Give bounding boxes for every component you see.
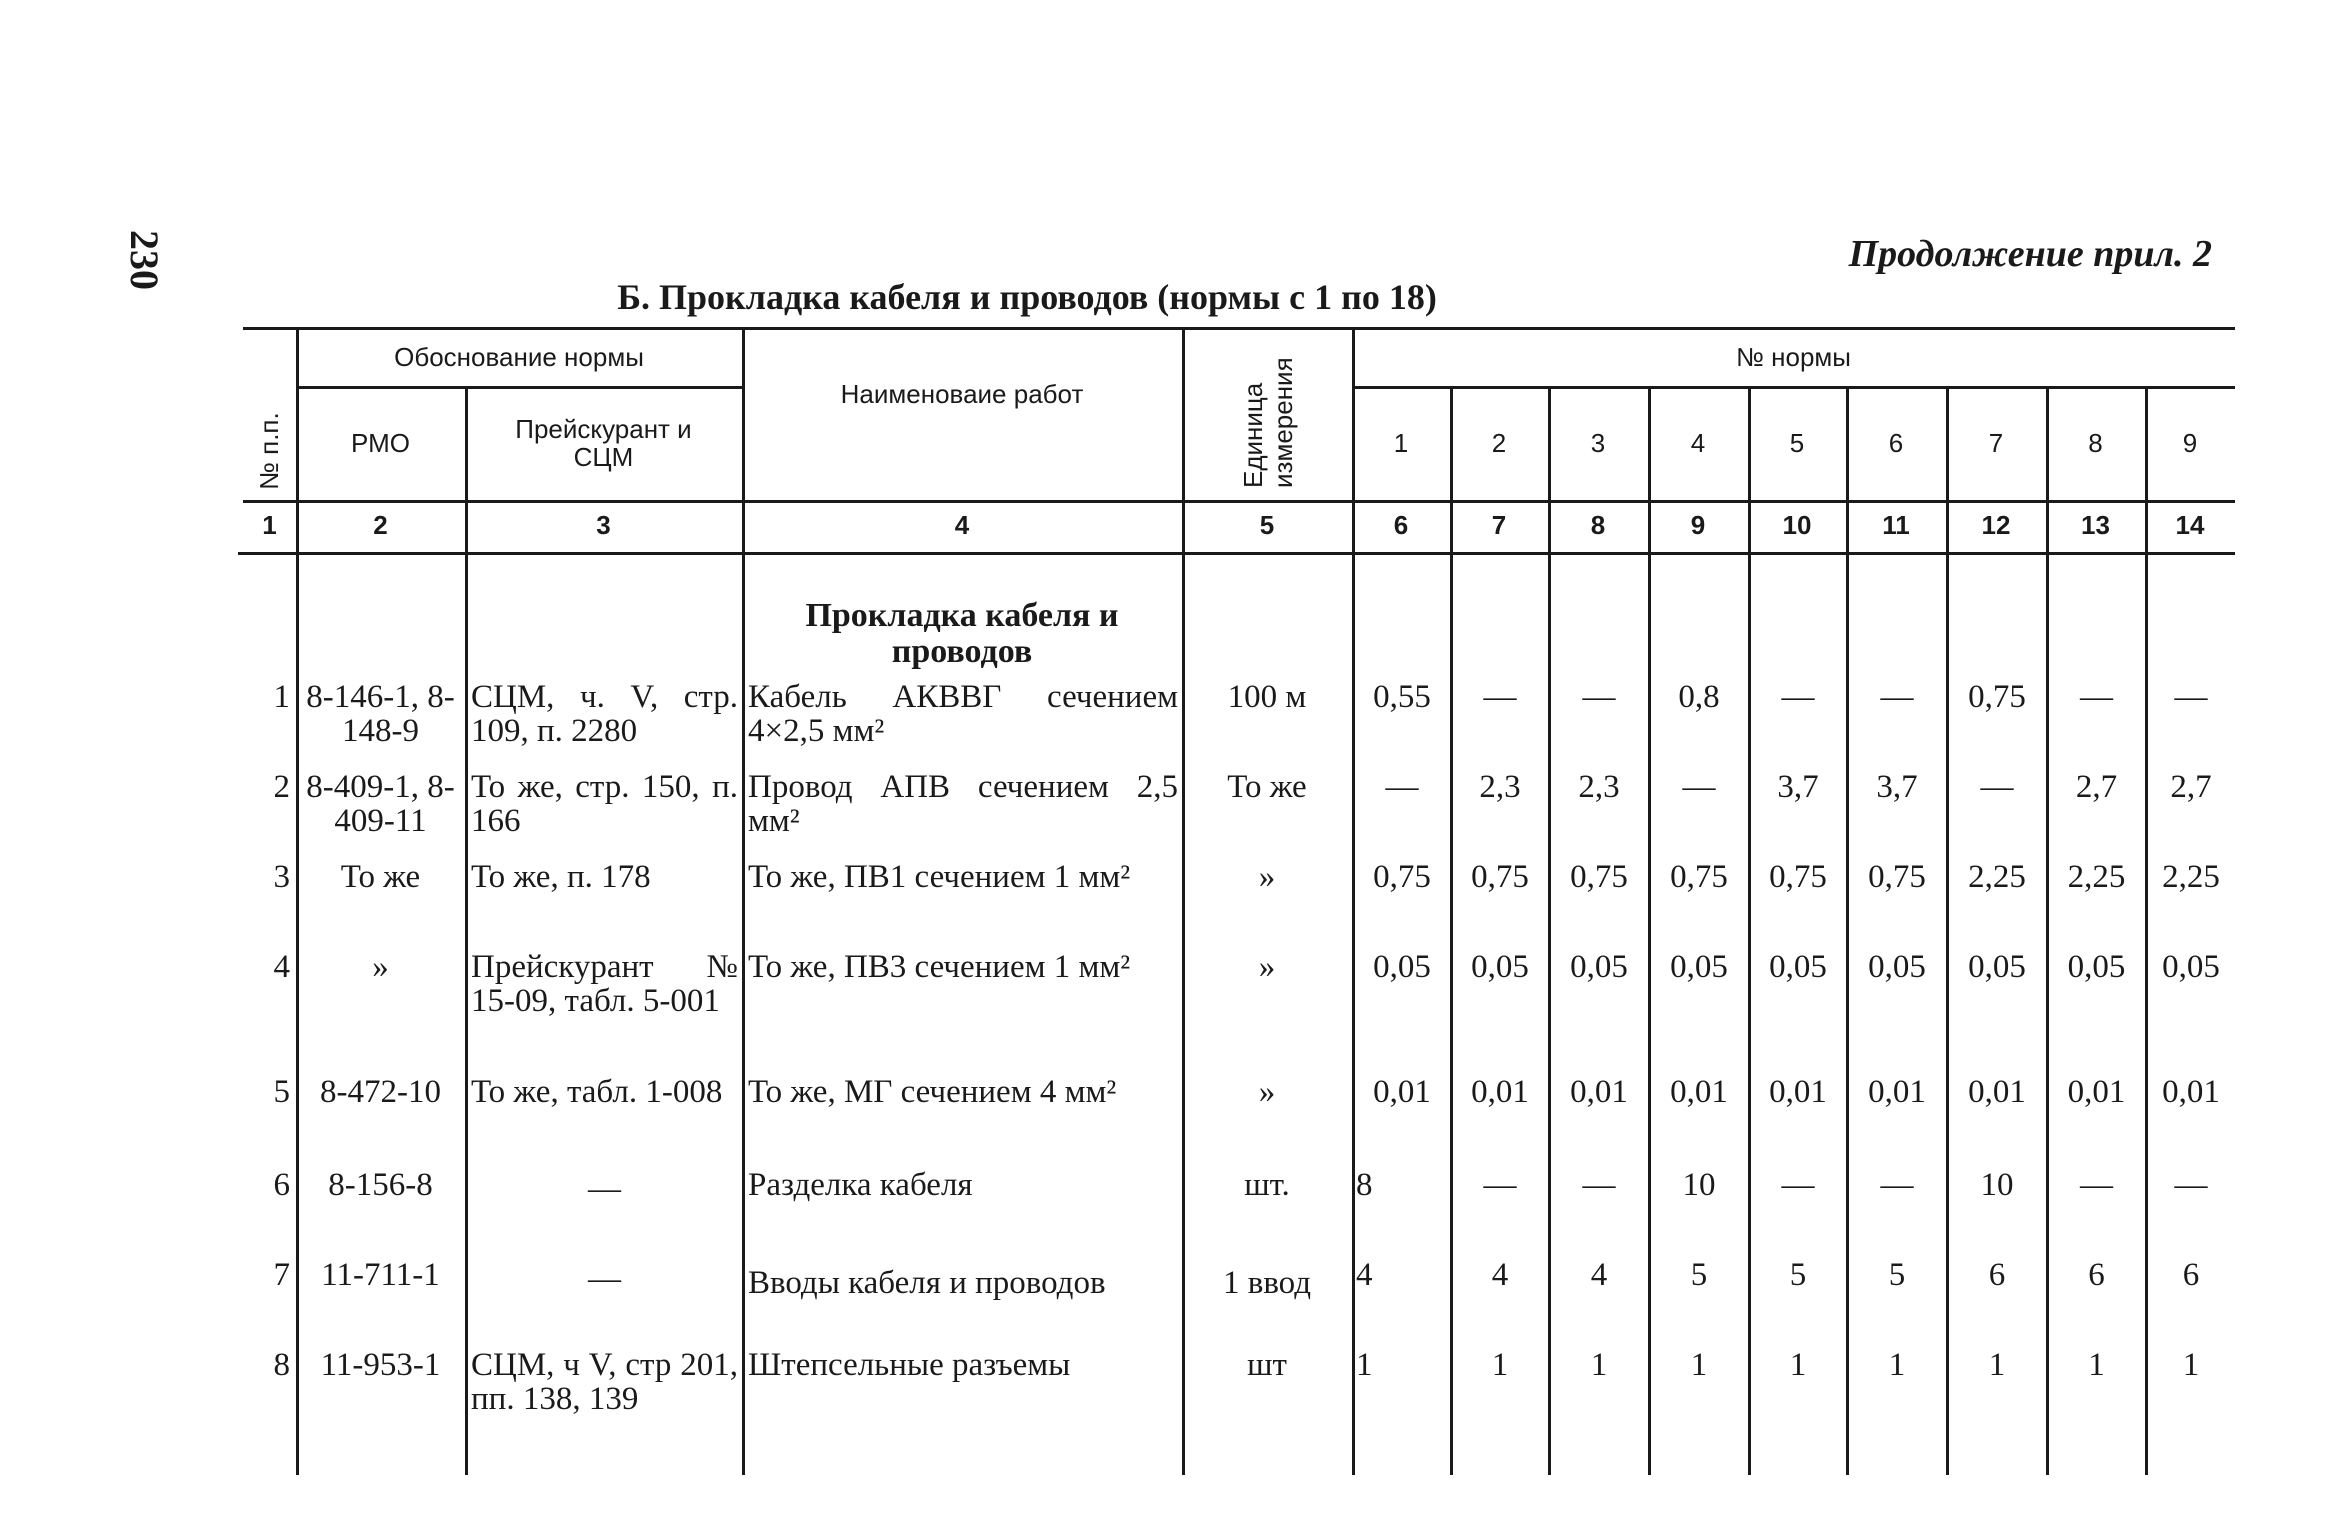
column-rule <box>1748 386 1751 1475</box>
column-index: 10 <box>1782 510 1812 540</box>
row-norm-value: 0,05 <box>1769 949 1827 985</box>
row-norm-value: 1 <box>1888 1347 1906 1383</box>
column-index: 14 <box>2175 510 2205 540</box>
column-rule <box>2145 386 2148 1475</box>
column-rule <box>742 327 745 1475</box>
row-norm-value: 0,05 <box>1570 949 1628 985</box>
row-norm-value: — <box>2080 679 2113 715</box>
column-rule <box>1846 386 1849 1475</box>
row-norm-value: 0,05 <box>1868 949 1926 985</box>
row-norm-value: 5 <box>1690 1257 1708 1293</box>
row-norm-value: — <box>1582 1167 1616 1203</box>
row-norm-value: — <box>1781 1167 1815 1203</box>
row-unit: » <box>1258 859 1276 895</box>
row-basis: Прейскурант № 15-09, табл. 5-001 <box>471 949 738 1019</box>
column-index: 12 <box>1981 510 2011 540</box>
column-rule <box>1648 386 1651 1475</box>
section-heading: Прокладка кабеля и проводов <box>805 597 1119 670</box>
header-norm-number: 3 <box>1590 428 1606 458</box>
row-norm-value: — <box>1682 769 1716 805</box>
row-norm-value: — <box>1385 769 1419 805</box>
row-norm-value: 6 <box>1988 1257 2006 1293</box>
row-norm-value: 0,75 <box>1570 859 1628 895</box>
row-norm-value: 0,05 <box>1373 949 1431 985</box>
header-norm-number: 1 <box>1393 428 1409 458</box>
row-norm-value: 1 <box>1590 1347 1608 1383</box>
row-work: То же, ПВ1 сечением 1 мм² <box>748 859 1131 895</box>
row-norm-value: 0,01 <box>2067 1074 2126 1110</box>
column-index: 9 <box>1690 510 1706 540</box>
row-norm-value: 0,01 <box>2162 1074 2220 1110</box>
row-norm-value: 1 <box>1789 1347 1807 1383</box>
column-index: 4 <box>954 510 970 540</box>
row-norm-value: 0,75 <box>1769 859 1827 895</box>
column-index: 1 <box>262 510 277 540</box>
header-bottom-rule <box>243 500 2235 503</box>
row-rmo: » <box>372 949 389 985</box>
row-rmo: 11-711-1 <box>321 1257 440 1293</box>
header-row-number: № п.п. <box>254 412 284 490</box>
row-norm-value: 0,01 <box>1769 1074 1827 1110</box>
header-norm-number: 2 <box>1491 428 1507 458</box>
row-norm-value: 0,01 <box>1471 1074 1529 1110</box>
row-work: Провод АПВ сечением 2,5 мм² <box>748 769 1178 839</box>
row-rmo: 11-953-1 <box>320 1347 441 1383</box>
row-number: 2 <box>273 769 290 805</box>
column-rule <box>465 386 468 1475</box>
column-index: 2 <box>373 510 388 540</box>
column-rule <box>1182 327 1185 1475</box>
row-norm-value: 5 <box>1888 1257 1906 1293</box>
row-norm-value: 0,05 <box>2162 949 2220 985</box>
row-norm-value: 0,75 <box>1868 859 1926 895</box>
row-rmo: 8-472-10 <box>320 1074 441 1110</box>
row-norm-value: 1 <box>1988 1347 2006 1383</box>
row-rmo: 8-146-1, 8-148-9 <box>306 679 455 749</box>
row-norm-value: 5 <box>1789 1257 1807 1293</box>
row-number: 7 <box>273 1257 290 1293</box>
row-norm-value: 10 <box>1682 1167 1716 1203</box>
row-norm-value: 2,7 <box>2075 769 2118 805</box>
row-norm-value: 6 <box>2182 1257 2200 1293</box>
row-norm-value: — <box>2080 1167 2113 1203</box>
row-norm-value: 1 <box>2088 1347 2105 1383</box>
row-norm-value: 0,01 <box>1570 1074 1628 1110</box>
row-unit: » <box>1258 1074 1276 1110</box>
row-norm-value: 3,7 <box>1777 769 1819 805</box>
row-norm-value: 1 <box>2182 1347 2200 1383</box>
row-norm-value: — <box>1781 679 1815 715</box>
row-basis: — <box>588 1261 621 1297</box>
row-norm-value: 0,01 <box>1373 1074 1431 1110</box>
row-norm-value: 1 <box>1491 1347 1509 1383</box>
column-rule <box>1450 386 1453 1475</box>
row-unit: 100 м <box>1227 679 1307 715</box>
row-norm-value: 10 <box>1980 1167 2014 1203</box>
column-index: 5 <box>1259 510 1275 540</box>
column-index: 8 <box>1590 510 1606 540</box>
row-unit: То же <box>1227 769 1307 805</box>
table-title-text: Б. Прокладка кабеля и проводов (нормы с 1 по 18) <box>617 277 1437 317</box>
row-norm-value: 2,25 <box>2162 859 2220 895</box>
row-norm-value: 6 <box>2088 1257 2105 1293</box>
row-norm-value: 4 <box>1491 1257 1509 1293</box>
row-norm-value: 0,75 <box>1968 679 2026 715</box>
header-norm-number: 8 <box>2088 428 2103 458</box>
row-norm-value: 4 <box>1590 1257 1608 1293</box>
table-title <box>0 276 2334 318</box>
row-number: 1 <box>273 679 290 715</box>
header-norms-group: № нормы <box>1736 341 1851 372</box>
row-work: Разделка кабеля <box>748 1167 973 1203</box>
column-index: 7 <box>1491 510 1507 540</box>
row-norm-value: — <box>1483 1167 1517 1203</box>
row-norm-value: 3,7 <box>1876 769 1918 805</box>
row-norm-value: — <box>1880 679 1914 715</box>
row-number: 8 <box>273 1347 290 1383</box>
row-norm-value: — <box>1880 1167 1914 1203</box>
column-index: 13 <box>2081 510 2110 540</box>
header-basis-group: Обоснование нормы <box>394 341 644 372</box>
row-work: Кабель АКВВГ сечением 4×2,5 мм² <box>748 679 1178 749</box>
index-row-rule <box>238 552 2235 555</box>
row-norm-value: 1 <box>1690 1347 1708 1383</box>
page-number: 230 <box>122 230 167 290</box>
row-rmo: 8-156-8 <box>328 1167 433 1203</box>
header-rmo: РМО <box>351 428 410 458</box>
row-number: 6 <box>273 1167 290 1203</box>
row-norm-value: 2,3 <box>1479 769 1521 805</box>
row-basis: То же, стр. 150, п. 166 <box>471 769 738 839</box>
row-norm-value: — <box>1483 679 1517 715</box>
row-norm-value: 2,3 <box>1578 769 1620 805</box>
row-norm-value: 1 <box>1356 1347 1373 1383</box>
row-norm-value: 0,75 <box>1471 859 1529 895</box>
row-work: Штепсельные разъемы <box>748 1347 1071 1383</box>
column-rule <box>1946 386 1949 1475</box>
row-norm-value: 0,05 <box>1670 949 1728 985</box>
column-index: 6 <box>1393 510 1409 540</box>
row-norm-value: 0,55 <box>1373 679 1431 715</box>
row-rmo: То же <box>340 859 421 895</box>
row-norm-value: — <box>1582 679 1616 715</box>
row-basis: СЦМ, ч V, стр 201, пп. 138, 139 <box>471 1347 738 1417</box>
row-rmo: 8-409-1, 8-409-11 <box>306 769 455 839</box>
header-norm-number: 6 <box>1888 428 1904 458</box>
row-unit: » <box>1258 949 1276 985</box>
header-norm-number: 7 <box>1988 428 2004 458</box>
column-rule <box>1548 386 1551 1475</box>
row-number: 5 <box>273 1074 290 1110</box>
row-work: Вводы кабеля и проводов <box>748 1265 1106 1301</box>
row-basis: — <box>588 1171 621 1207</box>
row-norm-value: 2,25 <box>2067 859 2126 895</box>
row-norm-value: 2,7 <box>2170 769 2212 805</box>
row-norm-value: — <box>1980 769 2014 805</box>
row-unit: 1 ввод <box>1222 1265 1312 1301</box>
row-number: 4 <box>273 949 290 985</box>
row-norm-value: 4 <box>1356 1257 1373 1293</box>
row-norm-value: 0,05 <box>2067 949 2126 985</box>
header-norm-number: 5 <box>1789 428 1805 458</box>
column-rule <box>2046 386 2049 1475</box>
row-basis: То же, п. 178 <box>471 859 651 895</box>
row-norm-value: 0,75 <box>1373 859 1431 895</box>
row-norm-value: 2,25 <box>1968 859 2026 895</box>
row-work: То же, МГ сечением 4 мм² <box>748 1074 1117 1110</box>
row-norm-value: 0,01 <box>1968 1074 2026 1110</box>
row-norm-value: — <box>2174 1167 2208 1203</box>
header-work-name: Наименоваие работ <box>840 378 1084 409</box>
row-norm-value: 0,01 <box>1868 1074 1926 1110</box>
row-unit: шт <box>1247 1347 1287 1383</box>
row-norm-value: 0,8 <box>1678 679 1720 715</box>
row-norm-value: 0,01 <box>1670 1074 1728 1110</box>
row-basis: То же, табл. 1-008 <box>471 1074 723 1110</box>
header-price-list: Прейскурант и СЦМ <box>515 414 692 472</box>
row-norm-value: 0,75 <box>1670 859 1728 895</box>
continuation-note: Продолжение прил. 2 <box>1848 233 2212 275</box>
header-unit: Единица измерения <box>1238 357 1298 488</box>
row-unit: шт. <box>1244 1167 1290 1203</box>
row-norm-value: 0,05 <box>1471 949 1529 985</box>
column-index: 3 <box>596 510 611 540</box>
header-norm-number: 4 <box>1690 428 1706 458</box>
header-norm-number: 9 <box>2182 428 2198 458</box>
row-basis: СЦМ, ч. V, стр. 109, п. 2280 <box>471 679 738 749</box>
row-number: 3 <box>273 859 290 895</box>
row-norm-value: 0,05 <box>1968 949 2026 985</box>
row-work: То же, ПВ3 сечением 1 мм² <box>748 949 1131 985</box>
row-norm-value: 8 <box>1356 1167 1373 1203</box>
row-norm-value: — <box>2174 679 2208 715</box>
column-index: 11 <box>1882 510 1910 540</box>
